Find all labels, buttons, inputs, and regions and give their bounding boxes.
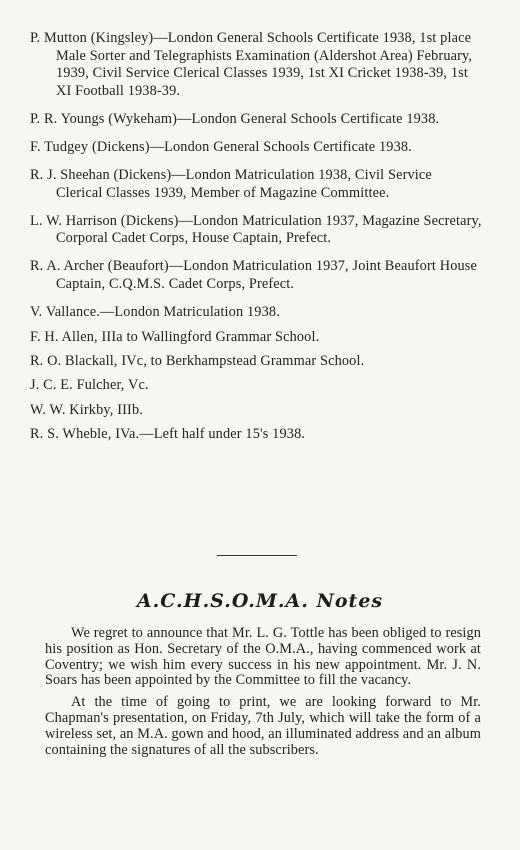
list-item-blackall: R. O. Blackall, IVc, to Berkhampstead Grammar School. — [30, 352, 365, 369]
list-item-mutton: P. Mutton (Kingsley)—London General Schools Certificate 1938, 1st place Male Sorter and Telegraphists Examination (Aldershot Area) February, 1939, Civil Service Clerical Classes 1939, 1st XI Cricket 1938-39, 1st XI Football 1938-39. — [30, 30, 473, 99]
section-heading: A.C.H.S.O.M.A. Notes — [136, 590, 384, 612]
list-item-fulcher: J. C. E. Fulcher, Vc. — [30, 377, 149, 394]
notes-section — [45, 626, 481, 764]
notes-paragraph-2: At the time of going to print, we are looking forward to Mr. Chapman's presentation, on Friday, 7th July, which will take the form of a wireless set, an M.A. gown and hood, an illuminated address and an album containing the signatures of all the subscribers. — [45, 694, 482, 758]
notes-paragraph-1: We regret to announce that Mr. L. G. Tottle has been obliged to resign his position as Hon. Secretary of the O.M.A., having commenced work at Coventry; we wish him every success in his new appointment. Mr. J. N. Soars has been appointed by the Committee to fill the vacancy. — [45, 625, 481, 689]
list-item-youngs: P. R. Youngs (Wykeham)—London General Schools Certificate 1938. — [30, 110, 440, 127]
list-item-allen: F. H. Allen, IIIa to Wallingford Grammar School. — [30, 328, 320, 345]
list-item-harrison: L. W. Harrison (Dickens)—London Matriculation 1937, Magazine Secretary, Corporal Cadet Corps, House Captain, Prefect. — [30, 212, 482, 247]
old-boys-list — [30, 30, 482, 450]
list-item-archer: R. A. Archer (Beaufort)—London Matriculation 1937, Joint Beaufort House Captain, C.Q.M.S. Cadet Corps, Prefect. — [30, 258, 478, 293]
list-item-wheble: R. S. Wheble, IVa.—Left half under 15's 1938. — [30, 426, 306, 443]
section-divider — [217, 555, 297, 556]
list-item-sheehan: R. J. Sheehan (Dickens)—London Matriculation 1938, Civil Service Clerical Classes 1939, Member of Magazine Committee. — [30, 167, 432, 201]
list-item-kirkby: W. W. Kirkby, IIIb. — [30, 401, 143, 418]
list-item-tudgey: F. Tudgey (Dickens)—London General Schools Certificate 1938. — [30, 138, 412, 155]
list-item-vallance: V. Vallance.—London Matriculation 1938. — [30, 304, 280, 321]
